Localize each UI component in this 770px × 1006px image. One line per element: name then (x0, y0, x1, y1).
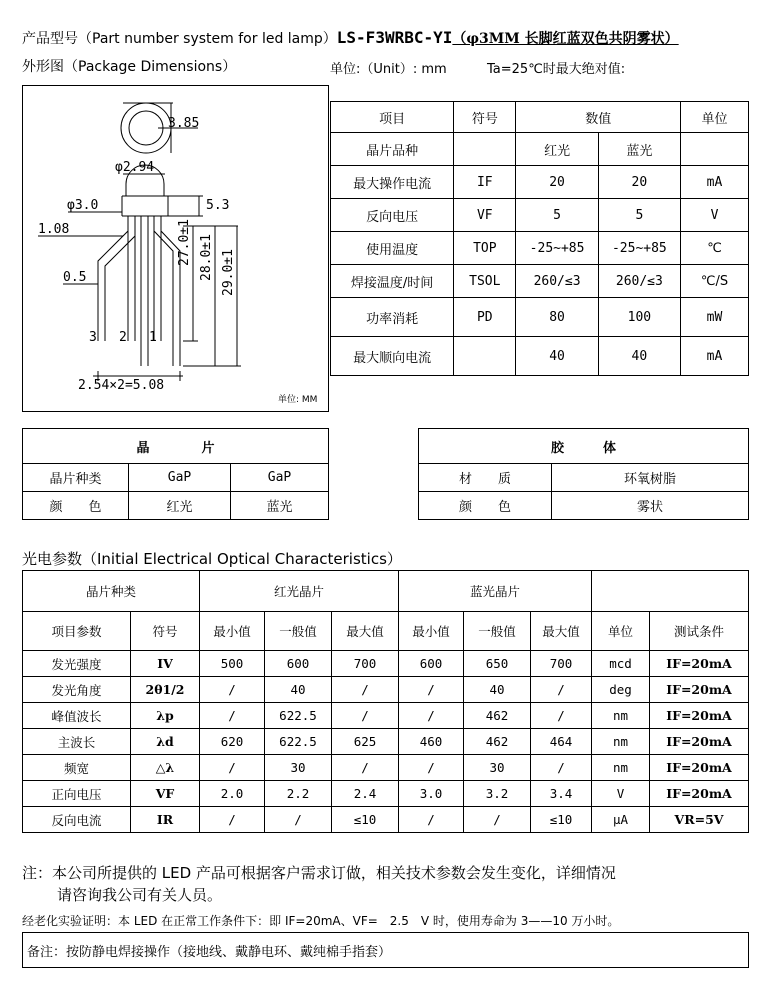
table-cell: / (399, 807, 464, 833)
table-cell: / (464, 807, 531, 833)
table-cell: 40 (265, 677, 332, 703)
led-outline-drawing (23, 86, 328, 411)
remark-text: 备注：按防静电焊接操作（接地线、戴静电环、戴纯棉手指套） (27, 945, 392, 960)
table-cell: 反向电压 (331, 199, 454, 232)
table-cell: IR (131, 807, 200, 833)
table-cell: 464 (531, 729, 592, 755)
table-cell: △λ (131, 755, 200, 781)
table-cell: 462 (464, 703, 531, 729)
table-cell: / (200, 755, 265, 781)
table-cell: / (200, 677, 265, 703)
package-drawing (22, 85, 329, 412)
table-cell: IF (454, 166, 516, 199)
table-cell: nm (592, 755, 650, 781)
table-cell: 2.0 (200, 781, 265, 807)
table-cell: 460 (399, 729, 464, 755)
table-cell: 40 (464, 677, 531, 703)
table-row (23, 651, 749, 677)
group-header-empty (592, 571, 749, 612)
table-cell: 发光角度 (23, 677, 131, 703)
table-cell (681, 133, 749, 166)
table-cell: 峰值波长 (23, 703, 131, 729)
col-header: 单位 (681, 102, 749, 133)
max-ratings-table (330, 101, 749, 376)
table-cell: 40 (598, 337, 680, 376)
table-cell: mcd (592, 651, 650, 677)
part-number-label: 产品型号（Part number system for led lamp） (22, 31, 337, 47)
table-cell: VF (454, 199, 516, 232)
table-cell: 20 (516, 166, 598, 199)
group-header: 蓝光晶片 (399, 571, 592, 612)
table-cell: 颜 色 (419, 492, 552, 520)
table-cell: VF (131, 781, 200, 807)
table-cell: 600 (265, 651, 332, 677)
table-cell: ≤10 (332, 807, 399, 833)
table-cell: 蓝光 (598, 133, 680, 166)
table-cell: 5 (598, 199, 680, 232)
table-cell: nm (592, 703, 650, 729)
header-line-1 (22, 28, 679, 48)
table-cell: 100 (598, 298, 680, 337)
table-row (23, 807, 749, 833)
table-cell: ℃ (681, 232, 749, 265)
table-cell: 30 (464, 755, 531, 781)
table-cell: / (399, 755, 464, 781)
table-cell: 80 (516, 298, 598, 337)
table-cell: 600 (399, 651, 464, 677)
table-cell: 622.5 (265, 703, 332, 729)
table-cell: / (332, 703, 399, 729)
table-cell: 红光 (516, 133, 598, 166)
table-row (23, 755, 749, 781)
table-cell: / (531, 755, 592, 781)
dim-pitch: 2.54×2=5.08 (78, 378, 165, 393)
group-header: 晶片种类 (23, 571, 200, 612)
table-cell: 环氧树脂 (552, 464, 749, 492)
table-cell: 正向电压 (23, 781, 131, 807)
table-cell: V (592, 781, 650, 807)
table-cell: / (332, 677, 399, 703)
col-header: 数值 (516, 102, 681, 133)
table-cell: ℃/S (681, 265, 749, 298)
col-header: 单位 (592, 612, 650, 651)
dim-05: 0.5 (63, 270, 87, 285)
table-cell: deg (592, 677, 650, 703)
table-cell: 使用温度 (331, 232, 454, 265)
col-header: 一般值 (464, 612, 531, 651)
table-row (23, 729, 749, 755)
table-cell: 最大操作电流 (331, 166, 454, 199)
table-cell: 2.4 (332, 781, 399, 807)
dim-280: 28.0±1 (199, 234, 214, 281)
table-cell: VR=5V (650, 807, 749, 833)
chip-table (22, 428, 329, 520)
table-cell: / (531, 677, 592, 703)
table-cell: 650 (464, 651, 531, 677)
table-cell: IV (131, 651, 200, 677)
aging-note: 经老化实验证明：本 LED 在正常工作条件下：即 IF=20mA、VF= 2.5 V 时，使用寿命为 3——10 万小时。 (22, 914, 620, 928)
table-cell: IF=20mA (650, 677, 749, 703)
table-cell: mA (681, 166, 749, 199)
dim-294: φ2.94 (115, 160, 155, 175)
table-cell: 颜 色 (23, 492, 129, 520)
table-cell: 反向电流 (23, 807, 131, 833)
body-table-title: 胶 体 (419, 429, 749, 464)
table-cell: V (681, 199, 749, 232)
pin-3-label: 3 (89, 330, 97, 345)
pin-2-label: 2 (119, 330, 127, 345)
table-cell: 500 (200, 651, 265, 677)
table-cell: 622.5 (265, 729, 332, 755)
table-cell: PD (454, 298, 516, 337)
note-line-2: 请咨询我公司有关人员。 (57, 886, 223, 904)
table-cell: GaP (129, 464, 231, 492)
table-cell: 5 (516, 199, 598, 232)
dim-290: 29.0±1 (221, 249, 236, 296)
table-cell: 625 (332, 729, 399, 755)
table-cell: -25~+85 (598, 232, 680, 265)
table-cell: 700 (531, 651, 592, 677)
chip-table-title: 晶 片 (23, 429, 329, 464)
table-cell: 功率消耗 (331, 298, 454, 337)
table-cell: / (265, 807, 332, 833)
dim-53: 5.3 (206, 198, 230, 213)
table-row (23, 677, 749, 703)
table-cell: / (332, 755, 399, 781)
col-header: 最大值 (531, 612, 592, 651)
model-number: LS-F3WRBC-YI (336, 28, 453, 47)
table-cell: 2.2 (265, 781, 332, 807)
table-cell: 红光 (129, 492, 231, 520)
table-cell: / (399, 677, 464, 703)
table-cell: 3.4 (531, 781, 592, 807)
col-header: 测试条件 (650, 612, 749, 651)
table-cell: GaP (231, 464, 329, 492)
table-cell: 最大顺向电流 (331, 337, 454, 376)
package-dimensions-label: 外形图（Package Dimensions） (22, 59, 237, 75)
table-cell: λp (131, 703, 200, 729)
col-header: 一般值 (265, 612, 332, 651)
dim-385: 3.85 (168, 116, 200, 131)
col-header: 项目参数 (23, 612, 131, 651)
table-cell: 40 (516, 337, 598, 376)
note-line-1: 注：本公司所提供的 LED 产品可根据客户需求订做，相关技术参数会发生变化，详细情况 (22, 864, 616, 882)
electrical-table (22, 570, 749, 833)
dim-108: 1.08 (38, 222, 70, 237)
table-cell: / (200, 807, 265, 833)
table-cell: 材 质 (419, 464, 552, 492)
table-cell: ≤10 (531, 807, 592, 833)
remark-box (22, 932, 749, 968)
table-cell: IF=20mA (650, 729, 749, 755)
table-cell: / (200, 703, 265, 729)
table-cell: 700 (332, 651, 399, 677)
group-header: 红光晶片 (200, 571, 399, 612)
table-cell: IF=20mA (650, 651, 749, 677)
col-header: 最小值 (399, 612, 464, 651)
table-cell: 30 (265, 755, 332, 781)
table-cell: IF=20mA (650, 755, 749, 781)
table-cell (454, 133, 516, 166)
table-cell: nm (592, 729, 650, 755)
table-cell: μA (592, 807, 650, 833)
table-cell: 晶片种类 (23, 464, 129, 492)
table-cell: 焊接温度/时间 (331, 265, 454, 298)
table-cell: 主波长 (23, 729, 131, 755)
col-header: 最大值 (332, 612, 399, 651)
table-cell: / (531, 703, 592, 729)
ta-label: Ta=25℃时最大绝对值: (487, 62, 626, 77)
table-cell: IF=20mA (650, 781, 749, 807)
table-cell (454, 337, 516, 376)
table-cell: 晶片品种 (331, 133, 454, 166)
table-cell: 3.0 (399, 781, 464, 807)
model-description: （φ3MM 长脚红蓝双色共阴雾状） (452, 31, 679, 47)
table-cell: -25~+85 (516, 232, 598, 265)
table-cell: 462 (464, 729, 531, 755)
table-cell: λd (131, 729, 200, 755)
table-cell: mW (681, 298, 749, 337)
table-cell: 3.2 (464, 781, 531, 807)
table-cell: TSOL (454, 265, 516, 298)
dim-30: φ3.0 (67, 198, 99, 213)
electrical-section-title: 光电参数（Initial Electrical Optical Characteristics） (22, 550, 402, 568)
table-cell: 20 (598, 166, 680, 199)
table-row (23, 781, 749, 807)
table-cell: IF=20mA (650, 703, 749, 729)
dim-270: 27.0±1 (177, 219, 192, 266)
table-cell: 蓝光 (231, 492, 329, 520)
table-cell: 雾状 (552, 492, 749, 520)
table-row (23, 703, 749, 729)
table-cell: 260/≤3 (598, 265, 680, 298)
table-cell: 发光强度 (23, 651, 131, 677)
col-header: 符号 (131, 612, 200, 651)
table-cell: / (399, 703, 464, 729)
table-cell: 2θ1/2 (131, 677, 200, 703)
table-cell: mA (681, 337, 749, 376)
table-cell: 频宽 (23, 755, 131, 781)
table-cell: 620 (200, 729, 265, 755)
col-header: 最小值 (200, 612, 265, 651)
table-cell: TOP (454, 232, 516, 265)
body-table (418, 428, 749, 520)
drawing-unit-note: 单位: MM (278, 395, 318, 405)
pin-1-label: 1 (149, 330, 157, 345)
unit-label: 单位:（Unit）: mm (330, 62, 447, 77)
col-header: 项目 (331, 102, 454, 133)
col-header: 符号 (454, 102, 516, 133)
electrical-table-body (23, 651, 749, 833)
table-cell: 260/≤3 (516, 265, 598, 298)
